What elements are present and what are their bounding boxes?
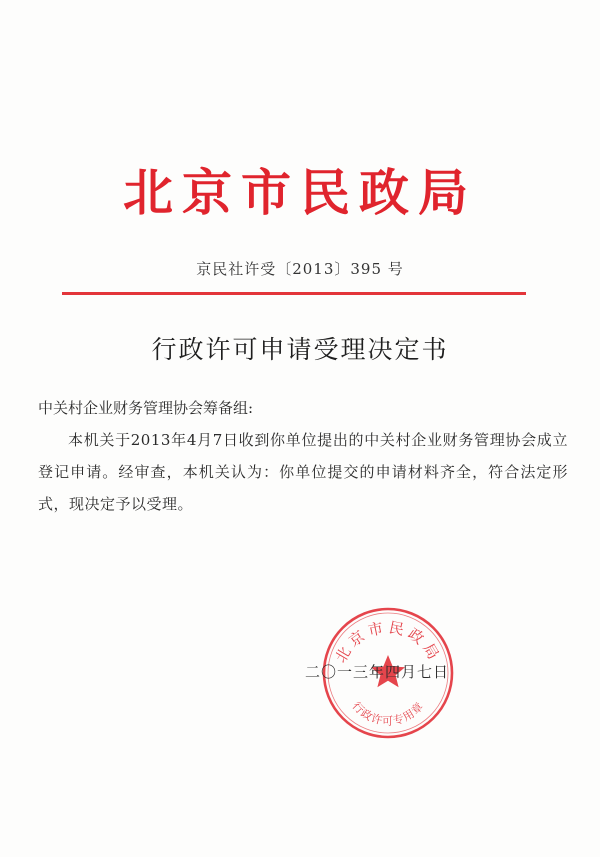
- document-date: 二〇一三年四月七日: [305, 663, 450, 681]
- agency-header: 北京市民政局: [123, 163, 477, 222]
- body-paragraph: 本机关于2013年4月7日收到你单位提出的中关村企业财务管理协会成立登记申请。经审查，本机关认为：你单位提交的申请材料齐全，符合法定形式，现决定予以受理。: [38, 431, 568, 513]
- seal-top-text: 北京市民政局: [331, 618, 445, 666]
- document-title: 行政许可申请受理决定书: [151, 335, 449, 364]
- red-divider-line: [62, 292, 526, 295]
- svg-text:行政许可专用章: [350, 699, 427, 728]
- document-number: 京民社许受〔2013〕395 号: [196, 260, 404, 278]
- document-body: [38, 392, 568, 520]
- seal-bottom-text: 行政许可专用章: [349, 699, 427, 728]
- addressee: 中关村企业财务管理协会筹备组:: [38, 399, 254, 417]
